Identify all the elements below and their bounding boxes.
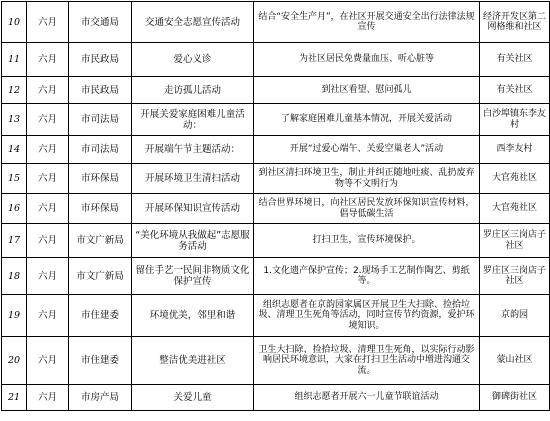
activity-cell: 开展端午节主题活动：	[132, 136, 254, 164]
table-row	[2, 337, 550, 385]
row-number: 12	[2, 77, 27, 104]
row-number: 15	[2, 164, 27, 194]
table-row	[2, 385, 550, 411]
row-number: 16	[2, 194, 27, 224]
unit-cell: 市司法局	[69, 136, 132, 164]
row-number: 20	[2, 337, 27, 385]
unit-cell: 市环保局	[69, 194, 132, 224]
table-row	[2, 77, 550, 104]
row-number: 21	[2, 385, 27, 411]
activity-cell: “美化环境从我做起”志愿服务活动	[132, 224, 254, 258]
activity-cell: 交通安全志愿宣传活动	[132, 2, 254, 43]
row-number: 17	[2, 224, 27, 258]
row-number: 18	[2, 258, 27, 295]
month-cell: 六月	[27, 194, 69, 224]
month-cell: 六月	[27, 77, 69, 104]
activity-cell: 关爱儿童	[132, 385, 254, 411]
unit-cell: 市文广新局	[69, 224, 132, 258]
content-cell: 到社区看望、慰问孤儿	[254, 77, 480, 104]
month-cell: 六月	[27, 258, 69, 295]
month-cell: 六月	[27, 104, 69, 136]
unit-cell: 市环保局	[69, 164, 132, 194]
content-cell: 卫生大扫除、捡拾垃圾、清理卫生死角，以实际行动影响居民环境意识，大家在打扫卫生活动中增进沟通交流。	[254, 337, 480, 385]
month-cell: 六月	[27, 224, 69, 258]
row-number: 13	[2, 104, 27, 136]
month-cell: 六月	[27, 295, 69, 337]
row-number: 19	[2, 295, 27, 337]
content-cell: 了解家庭困难儿童基本情况，开展关爱活动	[254, 104, 480, 136]
activity-cell: 整洁优美进社区	[132, 337, 254, 385]
month-cell: 六月	[27, 164, 69, 194]
table-row	[2, 258, 550, 295]
content-cell: 结合“安全生产月”，在社区开展交通安全出行法律法规宣传	[254, 2, 480, 43]
location-cell: 白沙埠镇东李友村	[480, 104, 550, 136]
location-cell: 蒙山社区	[480, 337, 550, 385]
unit-cell: 市民政局	[69, 77, 132, 104]
activity-cell: 开展环境卫生清扫活动	[132, 164, 254, 194]
location-cell: 京韵园	[480, 295, 550, 337]
unit-cell: 市民政局	[69, 43, 132, 77]
unit-cell: 市交通局	[69, 2, 132, 43]
location-cell: 有关社区	[480, 77, 550, 104]
table-row	[2, 164, 550, 194]
activity-cell: 开展环保知识宣传活动	[132, 194, 254, 224]
month-cell: 六月	[27, 385, 69, 411]
month-cell: 六月	[27, 43, 69, 77]
table-row	[2, 194, 550, 224]
unit-cell: 市司法局	[69, 104, 132, 136]
content-cell: 组织志愿者在京韵园家属区开展卫生大扫除、捡拾垃圾、清理卫生死角等活动，同时宣传节约资源，爱护环境知识。	[254, 295, 480, 337]
activity-cell: 爱心义诊	[132, 43, 254, 77]
month-cell: 六月	[27, 2, 69, 43]
row-number: 10	[2, 2, 27, 43]
content-cell: 组织志愿者开展六一儿童节联谊活动	[254, 385, 480, 411]
row-number: 11	[2, 43, 27, 77]
table-row	[2, 136, 550, 164]
activity-cell: 开展关爱家庭困难儿童活动：	[132, 104, 254, 136]
month-cell: 六月	[27, 337, 69, 385]
content-cell: 开展“过爱心端午、关爱空巢老人”活动	[254, 136, 480, 164]
unit-cell: 市文广新局	[69, 258, 132, 295]
location-cell: 罗庄区三岗店子社区	[480, 224, 550, 258]
month-cell: 六月	[27, 136, 69, 164]
location-cell: 有关社区	[480, 43, 550, 77]
unit-cell: 市住建委	[69, 337, 132, 385]
table-row	[2, 295, 550, 337]
activity-table	[1, 1, 550, 411]
table-row	[2, 43, 550, 77]
activity-cell: 留住手艺一民间非物质文化保护宣传	[132, 258, 254, 295]
content-cell: 到社区清扫环境卫生，制止并纠正随地吐痰、乱扔废弃物等不文明行为	[254, 164, 480, 194]
content-cell: 1.文化遗产保护宣传；2.现场手工艺制作陶艺、剪纸等。	[254, 258, 480, 295]
row-number: 14	[2, 136, 27, 164]
table-row	[2, 224, 550, 258]
location-cell: 罗庄区三岗店子社区	[480, 258, 550, 295]
location-cell: 西李友村	[480, 136, 550, 164]
unit-cell: 市房产局	[69, 385, 132, 411]
location-cell: 大官苑社区	[480, 164, 550, 194]
unit-cell: 市住建委	[69, 295, 132, 337]
activity-cell: 环境优美，邻里和谐	[132, 295, 254, 337]
table-row	[2, 2, 550, 43]
content-cell: 打扫卫生，宣传环境保护。	[254, 224, 480, 258]
content-cell: 结合世界环境日，向社区居民发放环保知识宣传材料，倡导低碳生活	[254, 194, 480, 224]
location-cell: 大官苑社区	[480, 194, 550, 224]
content-cell: 为社区居民免费量血压、听心脏等	[254, 43, 480, 77]
location-cell: 御碑街社区	[480, 385, 550, 411]
activity-cell: 走访孤儿活动	[132, 77, 254, 104]
table-row	[2, 104, 550, 136]
location-cell: 经济开发区第二网格维和社区	[480, 2, 550, 43]
